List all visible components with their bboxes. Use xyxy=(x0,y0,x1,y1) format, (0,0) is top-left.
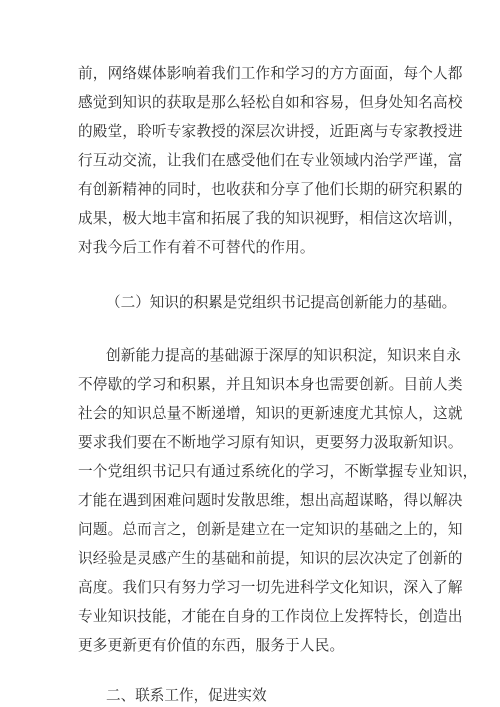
paragraph-2-line-6: 才能在遇到困难问题时发散思维，想出高超谋略，得以解决 xyxy=(78,492,463,509)
section-subheading: （二）知识的积累是党组织书记提高创新能力的基础。 xyxy=(106,294,457,311)
paragraph-2-line-9: 高度。我们只有努力学习一切先进科学文化知识，深入了解 xyxy=(78,579,463,596)
paragraph-2-line-8: 识经验是灵感产生的基础和前提，知识的层次决定了创新的 xyxy=(78,550,463,567)
paragraph-2-line-7: 问题。总而言之，创新是建立在一定知识的基础之上的，知 xyxy=(78,521,463,538)
paragraph-1-line-3: 的殿堂，聆听专家教授的深层次讲授，近距离与专家教授进 xyxy=(78,123,463,140)
section-heading: 二、联系工作，促进实效 xyxy=(106,687,267,704)
paragraph-1-line-5: 有创新精神的同时，也收获和分享了他们长期的研究积累的 xyxy=(78,181,463,198)
paragraph-1-line-4: 行互动交流，让我们在感受他们在专业领域内治学严谨，富 xyxy=(78,152,463,169)
paragraph-2-line-3: 社会的知识总量不断递增，知识的更新速度尤其惊人，这就 xyxy=(78,405,463,422)
paragraph-1-line-7: 对我今后工作有着不可替代的作用。 xyxy=(78,239,315,256)
paragraph-2-line-5: 一个党组织书记只有通过系统化的学习，不断掌握专业知识， xyxy=(78,463,478,480)
paragraph-2-line-2: 不停歇的学习和积累，并且知识本身也需要创新。目前人类 xyxy=(78,376,463,393)
paragraph-1-line-2: 感觉到知识的获取是那么轻松自如和容易，但身处知名高校 xyxy=(78,94,463,111)
paragraph-2-line-10: 专业知识技能，才能在自身的工作岗位上发挥特长，创造出 xyxy=(78,608,463,625)
paragraph-1-line-1: 前，网络媒体影响着我们工作和学习的方方面面，每个人都 xyxy=(78,65,463,82)
paragraph-2-line-11: 更多更新更有价值的东西，服务于人民。 xyxy=(78,637,345,654)
paragraph-2-line-1: 创新能力提高的基础源于深厚的知识积淀，知识来自永 xyxy=(106,347,462,364)
paragraph-1-line-6: 成果，极大地丰富和拓展了我的知识视野，相信这次培训， xyxy=(78,210,463,227)
paragraph-2-line-4: 要求我们要在不断地学习原有知识，更要努力汲取新知识。 xyxy=(78,434,463,451)
